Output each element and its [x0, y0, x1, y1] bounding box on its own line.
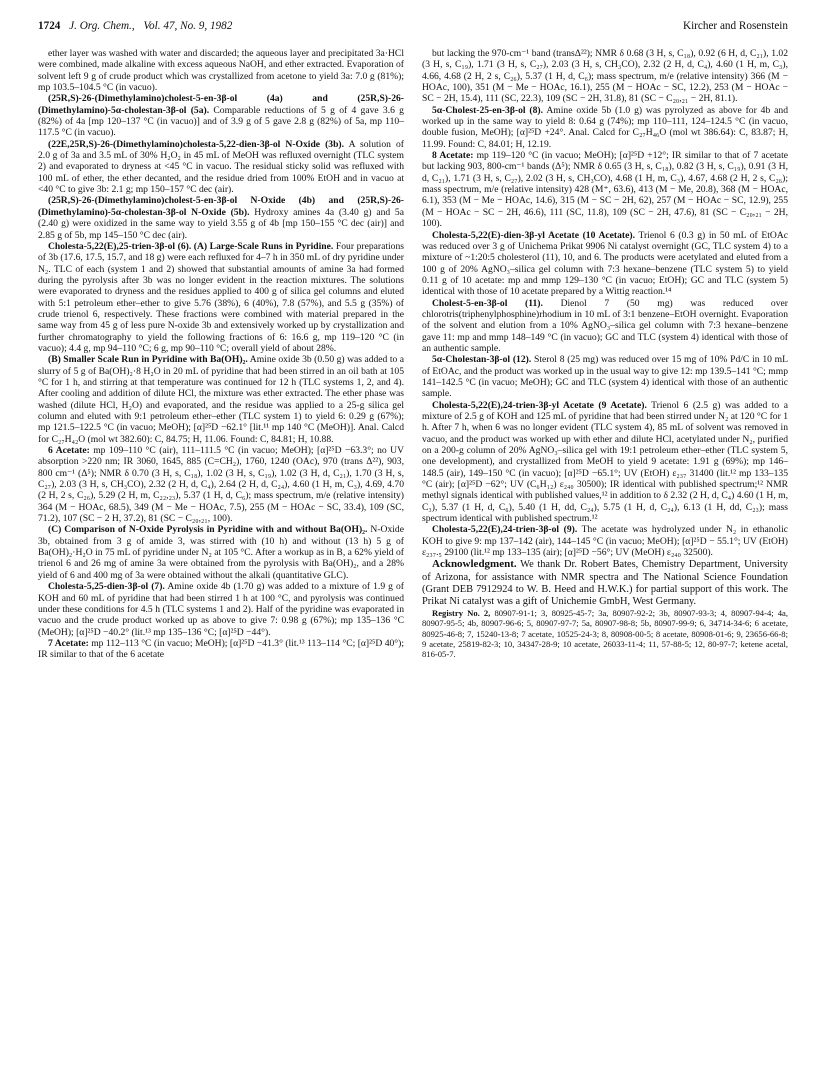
paragraph-heading: Cholest-5-en-3β-ol (11).: [432, 297, 543, 309]
paragraph-text: Trienol 6 (0.3 g) in 50 mL of EtOAc was reduced over 3 g of Unichema Prikat 9906 Ni catalyst overnight (GC, TLC system 4) to a mixture of ~1:20:5 cholesterol (11), 10, and 6. The products were acetylated and eluted from a 100 g of 20% AgNO₃–silica gel column with 7:3 hexane–benzene (TLC system 5) to yield 0.11 g of 10 acetate: mp and mmp 129–130 °C (in vacuo; EtOH); GC and TLC (system 5) identical with those of 10 acetate prepared by a Wittig reaction.¹⁴: [422, 229, 788, 298]
paragraph-heading: 5α-Cholestan-3β-ol (12).: [432, 354, 532, 366]
paragraph-heading: Cholesta-5,22(E),24-trien-3β-yl Acetate (9 Acetate).: [432, 399, 647, 411]
paragraph-text: ether layer was washed with water and discarded; the aqueous layer and precipitated 3a·HCl were combined, made alkaline with excess aqueous NaOH, and ether extracted. Evaporation of solvent left 9 g of crude product which was crystallized from acetone to yield 3a: 7.0 g (81%); mp 103.5–104.5 °C (in vacuo).: [38, 48, 404, 94]
paragraph-text: Amine oxide 5b (1.0 g) was pyrolyzed as above for 4b and worked up in the same way to yield 8: 0.64 g (74%); mp 110–111, 124–124.5 °C (in vacuo, double fusion, MeOH); [α]²⁵D +24°. Anal. Calcd for C₂₇H₄₆O (mol wt 386.64): C, 83.87; H, 11.99. Found: C, 84.01; H, 12.19.: [422, 104, 788, 150]
paragraph-text: Amine oxide 3b (0.50 g) was added to a slurry of 5 g of Ba(OH)₂·8 H₂O in 20 mL of pyridine that had been stirred in an oil bath at 105 °C for 1 h, and stirring at that temperature was continued for 12 h (TLC systems 1, 2, and 4). After cooling and addition of dilute HCl, the mixture was ether extracted. The ether phase was washed (dilute HCl, H₂O) and evaporated, and the residue was applied to a 25-g silica gel column and eluted with 9:1 petroleum ether–ether (TLC system 1) to yield 6: 0.29 g (67%); mp 121.5–122.5 °C (in vacuo; MeOH); [α]²⁵D −62.1° [lit.¹¹ mp 140 °C (MeOH)]. Anal. Calcd for C₂₇H₄₂O (mol wt 382.60): C, 84.75; H, 11.06. Found: C, 84.81; H, 10.88.: [38, 354, 405, 445]
paragraph-heading: (22E,25R,S)-26-(Dimethylamino)cholesta-5,22-dien-3β-ol N-Oxide (3b).: [48, 138, 345, 150]
registry-numbers: [422, 608, 788, 659]
paragraph-heading: (B) Smaller Scale Run in Pyridine with Ba(OH)₂.: [48, 354, 248, 366]
paragraph: [38, 354, 404, 445]
registry-text: 80907-91-1; 3, 80925-45-7; 3a, 80907-92-2; 3b, 80907-93-3; 4, 80907-94-4; 4a, 80907-95-5; 4b, 80907-96-6; 5, 80907-97-7; 5a, 80907-98-8; 5b, 80907-99-9; 6, 34714-34-6; 6 acetate, 80925-46-8; 7, 15240-13-8; 7 acetate, 10525-24-3; 8, 80908-00-5; 8 acetate, 80908-01-6; 9, 23656-66-8; 9 acetate, 25819-82-3; 10, 34347-28-9; 10 acetate, 26033-11-4; 11, 57-88-5; 12, 80-97-7; ketene acetal, 816-05-7.: [422, 608, 788, 660]
paragraph: [38, 93, 404, 138]
paragraph-heading: (25R,S)-26-(Dimethylamino)cholest-5-en-3β-ol N-Oxide (4b) and (25R,S)-26-(Dimethylamino)-5α-cholestan-3β-ol N-Oxide (5b).: [38, 195, 404, 218]
paragraph-text: Amine oxide 4b (1.70 g) was added to a mixture of 1.9 g of KOH and 60 mL of pyridine that had been stirred 1 h at 100 °C, and pyrolysis was continued under these conditions for 4.5 h (TLC systems 1 and 2). Half of the pyridine was evaporated in vacuo and the crude product worked up as above to give 7: 0.98 g (67%); mp 135–136 °C (MeOH); [α]²⁵D −40.2° (lit.¹³ mp 135–136 °C; [α]²⁵D −44°).: [38, 581, 404, 638]
paragraph-heading: (C) Comparison of N-Oxide Pyrolysis in Pyridine with and without Ba(OH)₂.: [48, 524, 368, 536]
paragraph-heading: 5α-Cholest-25-en-3β-ol (8).: [432, 104, 543, 116]
header-authors: Kircher and Rosenstein: [682, 20, 788, 32]
paragraph: [422, 298, 788, 355]
paragraph: [422, 524, 788, 558]
paragraph-heading: 8 Acetate:: [432, 150, 474, 162]
paragraph-text: Dienol 7 (50 mg) was reduced over chlorotris(triphenylphosphine)rhodium in 10 mL of 3:1 benzene–EtOH overnight. Evaporation of the solvent and elution from a 10% AgNO₃–silica gel column with 7:3 hexane–benzene gave 11: mp and mmp 148–149 °C (in vacuo); GC and TLC (system 4) identical with those of an authentic sample.: [422, 297, 788, 354]
paragraph-heading: Cholesta-5,22(E),25-trien-3β-ol (6). (A) Large-Scale Runs in Pyridine.: [48, 240, 334, 252]
paragraph: [422, 354, 788, 399]
paragraph: [38, 638, 404, 661]
acknowledgment-text: We thank Dr. Robert Bates, Chemistry Department, University of Arizona, for assistance with NMR spectra and The National Science Foundation (Grant DEB 7912924 to W. B. Heed and H.W.K.) for partial support of this work. The Prikat Ni catalyst was a gift of Unichemie GmbH, West Germany.: [422, 559, 788, 608]
paragraph-text: N-Oxide 3b, obtained from 3 g of amide 3, was stirred with (10 h) and without (13 h) 5 g of Ba(OH)₂·H₂O in 75 mL of pyridine under N₂ at 105 °C. After a workup as in B, a 62% yield of trienol 6 and 26 mg of amine 3a were obtained from the pyrolysis with Ba(OH)₂, and a 28% yield of 6 and 400 mg of 3a were obtained without the alkali (quantitative GLC).: [38, 524, 404, 581]
left-column: [38, 48, 404, 661]
paragraph: [38, 195, 404, 240]
paragraph: [38, 445, 404, 524]
journal-name: J. Org. Chem.,: [69, 20, 135, 32]
paragraph: [422, 230, 788, 298]
paragraph-heading: Cholesta-5,25-dien-3β-ol (7).: [48, 581, 165, 593]
paragraph-heading: 6 Acetate:: [48, 445, 90, 457]
journal-page: [38, 20, 788, 661]
paragraph-heading: (25R,S)-26-(Dimethylamino)cholest-5-en-3β-ol (4a) and (25R,S)-26-(Dimethylamino)-5α-cholestan-3β-ol (5a).: [38, 93, 404, 116]
right-column: [422, 48, 788, 661]
registry-heading: Registry No. 2,: [432, 608, 491, 619]
paragraph-text: mp 109–110 °C (air), 111–111.5 °C (in vacuo; MeOH); [α]²⁵D −63.3°; no UV absorption >220 nm; IR 3060, 1645, 885 (C=CH₂), 1760, 1240 (OAc), 970 (trans Δ²²), 903, 800 cm⁻¹ (Δ⁵); NMR δ 0.70 (3 H, s, C₁₈), 1.02 (3 H, s, C₁₉), 1.02 (3 H, d, C₂₁), 1.70 (3 H, s, C₂₇), 2.03 (3 H, s, CH₃CO), 2.32 (2 H, d, C₄), 2.64 (2 H, d, C₂₄), 4.60 (1 H, m, C₃), 4.69, 4.70 (2 H, 2 s, C₂₆), 5.29 (2 H, m, C₂₂,₂₃), 5.37 (1 H, d, C₆); mass spectrum, m/e (relative intensity) 364 (M − HOAc, 68.5), 349 (M − Me − HOAc, 7.5), 255 (M − HOAc − SC, 33.4), 109 (SC, 71.2), 107 (SC − 2 H, 37.2), 81 (SC − C₂₀,₂₁, 100).: [38, 445, 404, 525]
paragraph-text: mp 112–113 °C (in vacuo; MeOH); [α]²⁵D −41.3° (lit.¹³ 113–114 °C; [α]²⁵D 40°); IR similar to that of the 6 acetate: [38, 637, 404, 661]
paragraph-text: Four preparations of 3b (17.6, 17.5, 15.7, and 18 g) were each refluxed for 4–7 h in 350 mL of dry pyridine under N₂. TLC of each (system 1 and 2) showed that substantial amounts of amine 3a had formed during the pyrolysis after 3b was no longer evident in the reaction mixtures. The solutions were evaporated to dryness and the residues applied to 400 g of silica gel columns and eluted with 5:1 petroleum ether–ether to give 5.76 (38%), 6 (40%), 7.8 (57%), and 5.5 g (35%) of crude trienol 6, respectively. These fractions were combined with material prepared in the same way from 45 g of less pure N-oxide 3b and extensively worked up by crystallization and further chromatography to yield the following fractions of 6: 16.6 g, mp 119–120 °C (in vacuo); 4.4 g, mp 94–110 °C; 6 g, mp 90–110 °C; overall yield of about 28%.: [38, 240, 404, 354]
paragraph-heading: 7 Acetate:: [48, 637, 89, 649]
paragraph: [38, 48, 404, 93]
paragraph-text: Hydroxy amines 4a (3.40 g) and 5a (2.40 g) were oxidized in the same way to yield 3.55 g of 4b [mp 150–155 °C dec (air)] and 2.85 g of 5b, mp 145–150 °C dec (air).: [38, 206, 404, 241]
acknowledgment: [422, 558, 788, 608]
paragraph-text: Comparable reductions of 5 g of 4 gave 3.6 g (82%) of 4a [mp 120–137 °C (in vacuo)] and of 3.9 g of 5 gave 2.8 g (82%) of 5a, mp 110–117.5 °C (in vacuo).: [38, 104, 404, 139]
volume-info: Vol. 47, No. 9, 1982: [143, 20, 233, 32]
paragraph: [422, 48, 788, 105]
paragraph-heading: Cholesta-5,22(E)-dien-3β-yl Acetate (10 Acetate).: [432, 229, 635, 241]
paragraph-text: but lacking the 970-cm⁻¹ band (transΔ²²); NMR δ 0.68 (3 H, s, C₁₈), 0.92 (6 H, d, C₂₁), 1.02 (3 H, s, C₁₉), 1.71 (3 H, s, C₂₇), 2.03 (3 H, s, CH₃CO), 2.32 (2 H, d, C₄), 4.60 (1 H, m, C₃), 4.66, 4.68 (2 H, 2 s, C₂₆), 5.37 (1 H, d, C₆); mass spectrum, m/e (relative intensity) 366 (M − HOAc, 100), 351 (M − Me − HOAc, 16.1), 255 (M − HOAc − SC, 12.2), 253 (M − HOAc − SC − 2H, 15.4), 111 (SC, 22.3), 109 (SC − 2H, 31.8), 81 (SC − C₂₀,₂₁ − 2H, 81.1).: [422, 48, 788, 105]
paragraph-text: Sterol 8 (25 mg) was reduced over 15 mg of 10% Pd/C in 10 mL of EtOAc, and the product was worked up in the usual way to give 12: mp 139.5–141 °C; mmp 141–142.5 °C (in vacuo; MeOH); GC and TLC (system 4) identical with those of an authentic sample.: [422, 354, 788, 400]
paragraph: [38, 581, 404, 638]
paragraph: [38, 524, 404, 581]
right-column-paragraphs: [422, 48, 788, 558]
paragraph: [422, 400, 788, 525]
paragraph-text: mp 119–120 °C (in vacuo; MeOH); [α]²⁵D +12°; IR similar to that of 7 acetate but lacking 903, 800-cm⁻¹ bands (Δ⁵); NMR δ 0.65 (3 H, s, C₁₈), 0.82 (3 H, s, C₁₉), 0.91 (3 H, d, C₂₁), 1.71 (3 H, s, C₂₇), 2.02 (3 H, s, CH₃CO), 4.68 (1 H, m, C₃), 4.67, 4.68 (2 H, 2 s, C₂₆); mass spectrum, m/e (relative intensity) 428 (M⁺, 63.6), 413 (M − Me, 20.8), 368 (M − HOAc, 6.1), 353 (M − Me − HOAc, 14.6), 315 (M − SC − 2H, 62), 257 (M − HOAc − SC, 12.9), 255 (M − HOAc − SC − 2H, 46.6), 111 (SC, 11.8), 109 (SC − 2H, 47.6), 81 (SC − C₂₀,₂₁ − 2H, 100).: [422, 150, 788, 230]
paragraph: [422, 150, 788, 229]
acknowledgment-heading: Acknowledgment.: [432, 558, 517, 571]
paragraph-text: A solution of 2.0 g of 3a and 3.5 mL of 30% H₂O₂ in 45 mL of MeOH was refluxed overnight (TLC system 2) and evaporated to dryness at <45 °C in vacuo. The residual sticky solid was refluxed with 100 mL of ether, the ether decanted, and the residue dried from 100% EtOH and in vacuo at <40 °C to give 3b: 2.1 g; mp 150–157 °C dec (air).: [38, 138, 404, 196]
paragraph-text: The acetate was hydrolyzed under N₂ in ethanolic KOH to give 9: mp 137–142 (air), 144–145 °C (in vacuo; MeOH); [α]²⁵D − 55.1°; UV (EtOH) ε₂₃₇.₅ 29100 (lit.¹² mp 133–135 (air); [α]²⁵D −56°; UV (MeOH) ε₂₄₀ 32500).: [422, 524, 788, 559]
header-left: [38, 20, 238, 32]
paragraph: [38, 139, 404, 196]
page-number: 1724: [38, 20, 61, 32]
paragraph-heading: Cholesta-5,22(E),24-trien-3β-ol (9).: [432, 524, 578, 536]
running-header: [38, 20, 788, 38]
body-columns: [38, 48, 788, 661]
paragraph-text: Trienol 6 (2.5 g) was added to a mixture of 2.5 g of KOH and 125 mL of pyridine that had been stirred under N₂ at 120 °C for 1 h. After 7 h, when 6 was no longer evident (TLC system 4), 85 mL of solvent was removed in vacuo, and the product was worked up with ether and dilute HCl, acetylated under N₂, purified on a 200-g column of 20% AgNO₃–silica gel with 19:1 petroleum ether–ether (TLC system 5, one development), and crystallized from MeOH to yield 9 acetate: 1.91 g (69%); mp 146–148.5 (air), 149–150 °C (in vacuo); [α]²⁵D −65.1°; UV (EtOH) ε₂₃₇ 31400 (lit.¹² mp 133–135 °C (air); [α]²⁵D −62°; UV (C₆H₁₂) ε₂₄₀ 30500); IR identical with published spectrum;¹² NMR methyl signals identical with published values,¹² in addition to δ 2.32 (2 H, d, C₄) 4.60 (1 H, m, C₃), 5.37 (1 H, d, C₆), 5.40 (1 H, dd, C₂₄), 5.75 (1 H, d, C₂₄), 6.13 (1 H, dd, C₂₃); mass spectrum identical with published spectrum.¹²: [422, 399, 788, 525]
paragraph: [38, 241, 404, 354]
paragraph: [422, 105, 788, 150]
